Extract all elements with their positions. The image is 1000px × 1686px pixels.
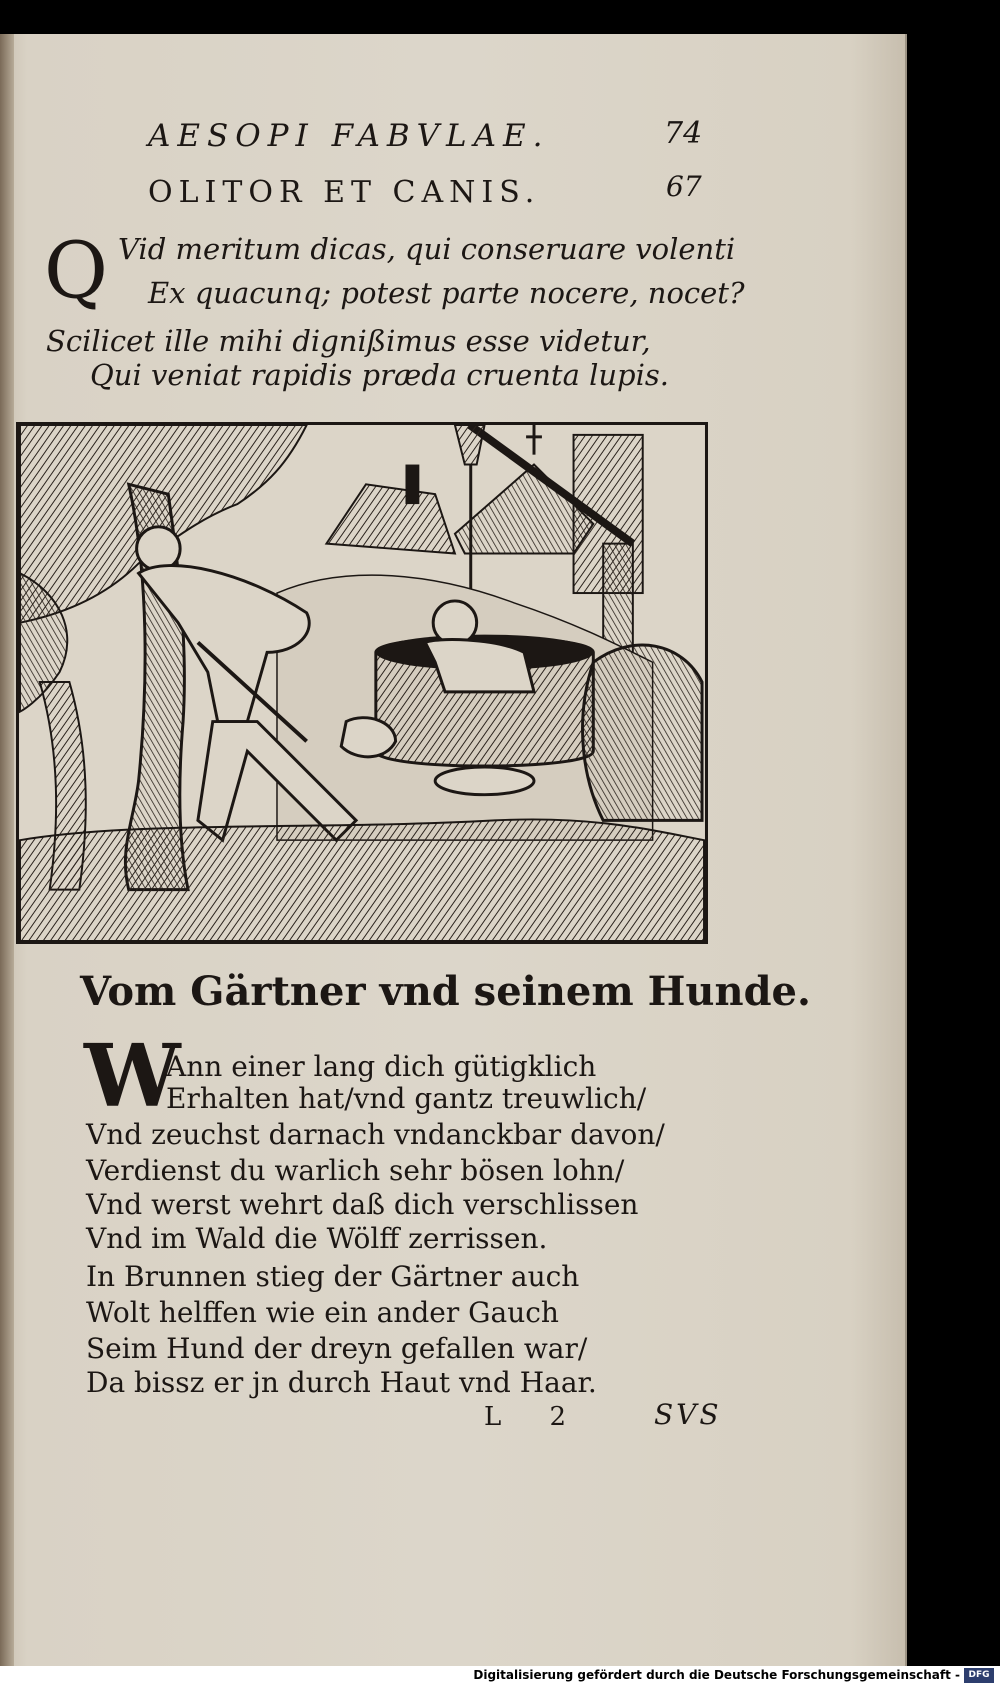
- running-head: AESOPI FABVLAE.: [148, 118, 550, 154]
- fable-title: OLITOR ET CANIS.: [148, 175, 541, 210]
- german-initial: W: [84, 1026, 181, 1127]
- german-line-10: Da bissz er jn durch Haut vnd Haar.: [86, 1366, 597, 1399]
- latin-line-1: Vid meritum dicas, qui conseruare volenti: [118, 232, 736, 266]
- page-number: 74: [664, 116, 703, 151]
- german-line-4: Verdienst du warlich sehr bösen lohn/: [86, 1154, 625, 1187]
- footer-credit: Digitalisierung gefördert durch die Deutsche Forschungsgemeinschaft -: [473, 1668, 960, 1682]
- german-line-9: Seim Hund der dreyn gefallen war/: [86, 1332, 588, 1365]
- german-title: Vom Gärtner vnd seinem Hunde.: [80, 968, 811, 1015]
- latin-line-3: Scilicet ille mihi dignißimus esse videtur,: [46, 324, 651, 358]
- german-line-7: In Brunnen stieg der Gärtner auch: [86, 1260, 580, 1293]
- dfg-logo-icon: DFG: [964, 1668, 994, 1683]
- german-line-3: Vnd zeuchst darnach vndanckbar davon/: [86, 1118, 665, 1151]
- latin-initial: Q: [44, 226, 108, 316]
- german-line-2: Erhalten hat/vnd gantz treuwlich/: [166, 1082, 647, 1115]
- signature-mark: L 2: [484, 1402, 587, 1432]
- latin-line-2: Ex quacunq; potest parte nocere, nocet?: [148, 276, 745, 310]
- footer-bar: [0, 1666, 1000, 1686]
- folio-number: 67: [666, 170, 702, 203]
- catchword: SVS: [654, 1398, 722, 1431]
- german-line-5: Vnd werst wehrt daß dich verschlissen: [86, 1188, 639, 1221]
- latin-line-4: Qui veniat rapidis præda cruenta lupis.: [90, 358, 669, 392]
- german-line-6: Vnd im Wald die Wölff zerrissen.: [86, 1222, 548, 1255]
- german-line-1: Ann einer lang dich gütigklich: [166, 1050, 597, 1083]
- german-line-8: Wolt helffen wie ein ander Gauch: [86, 1296, 559, 1329]
- woodcut-illustration: [16, 422, 708, 944]
- page-gutter: [0, 34, 14, 1666]
- woodcut-illustration-icon: [19, 425, 705, 941]
